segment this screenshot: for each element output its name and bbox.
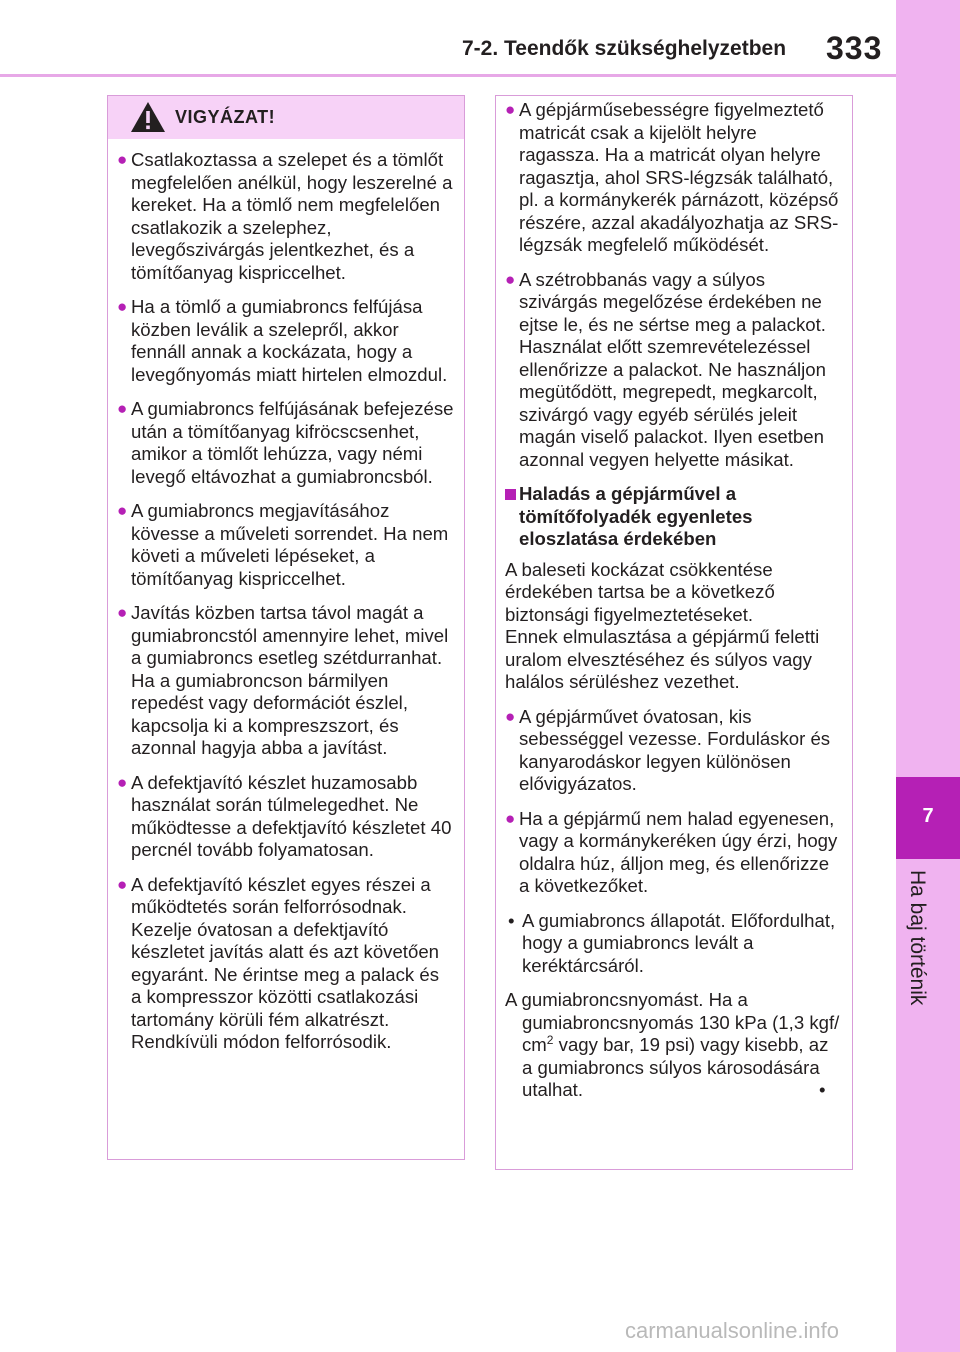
bullet-dot-icon: ● — [505, 100, 516, 119]
warning-box-right — [495, 95, 853, 1170]
chapter-side-strip — [896, 0, 960, 1352]
list-item: ● A gumiabroncs felfújásának befejezése után a tömítőanyag kifröcscsenhet, amikor a tömlőt lehúzza, vagy némi levegő eltávozhat a gumiabroncsból. — [117, 398, 454, 487]
bullet-dot-icon: ● — [505, 269, 516, 289]
list-item: ● A defektjavító készlet huzamosabb használat során túlmelegedhet. Ne működtesse a defektjavító készletet 40 percnél tovább folyamatosan. — [117, 771, 452, 860]
bullet-dot-icon: ● — [117, 772, 128, 792]
page-number: 333 — [826, 30, 883, 66]
chapter-number-tab — [896, 777, 960, 859]
bullet-dot-icon: ● — [505, 808, 516, 828]
header-divider — [0, 74, 896, 77]
list-item: ● A defektjavító készlet egyes részei a működtetés során felforrósodnak. Kezelje óvatosan a defektjavító készletet javítás alatt és azt követően egyaránt. Ne érintse meg a palack és a kompresszor közötti csatlakozási tartomány körüli fém alkatrészt. Rendkívüli módon felforrósodik. — [117, 873, 439, 1052]
warning-triangle-icon — [130, 101, 166, 133]
list-item: ● Ha a gépjármű nem halad egyenesen, vagy a kormánykeréken úgy érzi, hogy oldalra húz, álljon meg, és ellenőrizze a következőket. — [505, 807, 838, 896]
bullet-dot-icon: ● — [117, 399, 128, 418]
intro-paragraph: A baleseti kockázat csökkentése érdekében tartsa be a következő biztonsági figyelmeztetéseket. Ennek elmulasztása a gépjármű feletti uralom elvesztéséhez és súlyos vagy halálos sérüléshez vezethet. — [505, 558, 820, 692]
chapter-title-tab — [905, 870, 947, 1020]
bullet-dot-icon: ● — [117, 297, 128, 316]
list-item: ● Ha a tömlő a gumiabroncs felfújása közben leválik a szelepről, akkor fennáll annak a kockázata, hogy a levegőnyomás miatt hirtelen elmozdul. — [117, 296, 448, 385]
bullet-dot-icon: ● — [117, 150, 128, 169]
list-item: ● Csatlakoztassa a szelepet és a tömlőt megfelelően anélkül, hogy leszerelné a kereket. Ha a tömlő nem megfelelően csatlakozik a szelephez, levegőszivárgás jelentkezhet, és a tömítőanyag kispriccelhet. — [117, 149, 453, 283]
bullet-dot-icon: ● — [117, 603, 128, 622]
square-bullet-icon — [505, 483, 519, 551]
list-item: ● A gumiabroncs megjavításához kövesse a műveleti sorrendet. Ha nem követi a műveleti lépéseket, a tömítőanyag kispriccelhet. — [117, 500, 449, 589]
small-bullet-icon: • — [508, 909, 515, 931]
pressure-paragraph: A gumiabroncsnyomást. Ha a gumiabroncsnyomás 130 kPa (1,3 kgf/ $cm^2$ vagy bar, 19 psi) vagy kisebb, az a gumiabroncs súlyos károsodására utalhat. • — [505, 989, 840, 1100]
section-title: 7-2. Teendők szükséghelyzetben — [462, 37, 787, 60]
check-item: • A gumiabroncs állapotát. Előfordulhat, hogy a gumiabroncs levált a keréktárcsáról. — [505, 910, 842, 978]
list-item: ● A szétrobbanás vagy a súlyos szivárgás megelőzése érdekében ne ejtse le, és ne sértse meg a palackot. Használat előtt szemrevételezéssel ellenőrizze a palackot. Ne használjon megütődött, megrepedt, megkarcolt, szivárgó vagy egyéb sérülés jeleit magán viselő palackot. Ilyen esetben azonnal vegyen helyette másikat. — [505, 268, 826, 470]
warning-box-left — [107, 95, 465, 1160]
page-header — [0, 0, 896, 80]
warning-title: VIGYÁZAT! — [175, 107, 276, 127]
subsection-heading: Haladás a gépjárművel a tömítőfolyadék egyenletes eloszlatása érdekében — [505, 483, 842, 551]
list-item: ● Javítás közben tartsa távol magát a gumiabroncstól amennyire lehet, mivel a gumiabroncs esetleg szétdurranhat. Ha a gumiabroncson bármilyen repedést vagy deformációt észlel, kapcsolja ki a kompreszszort, és azonnal hagyja abba a javítást. — [117, 602, 449, 758]
bullet-dot-icon: ● — [117, 874, 128, 894]
footer-watermark: carmanualsonline.info — [625, 1318, 840, 1343]
warning-header — [108, 96, 464, 139]
list-item: ● A gépjárművet óvatosan, kis sebességgel vezesse. Forduláskor és kanyarodáskor legyen különösen elővigyázatos. — [505, 705, 831, 794]
bullet-dot-icon: ● — [117, 501, 128, 520]
list-item: ● A gépjárműsebességre figyelmeztető matricát csak a kijelölt helyre ragassza. Ha a matricát olyan helyre ragasztja, ahol SRS-légzsák található, pl. a kormánykerék párnázott, középső részére, azzal akadályozhatja az SRS-légzsák megfelelő működését. — [505, 99, 839, 255]
chapter-number: 7 — [922, 805, 934, 827]
bullet-dot-icon: ● — [505, 706, 516, 726]
chapter-title: Ha baj történik — [906, 870, 929, 1006]
